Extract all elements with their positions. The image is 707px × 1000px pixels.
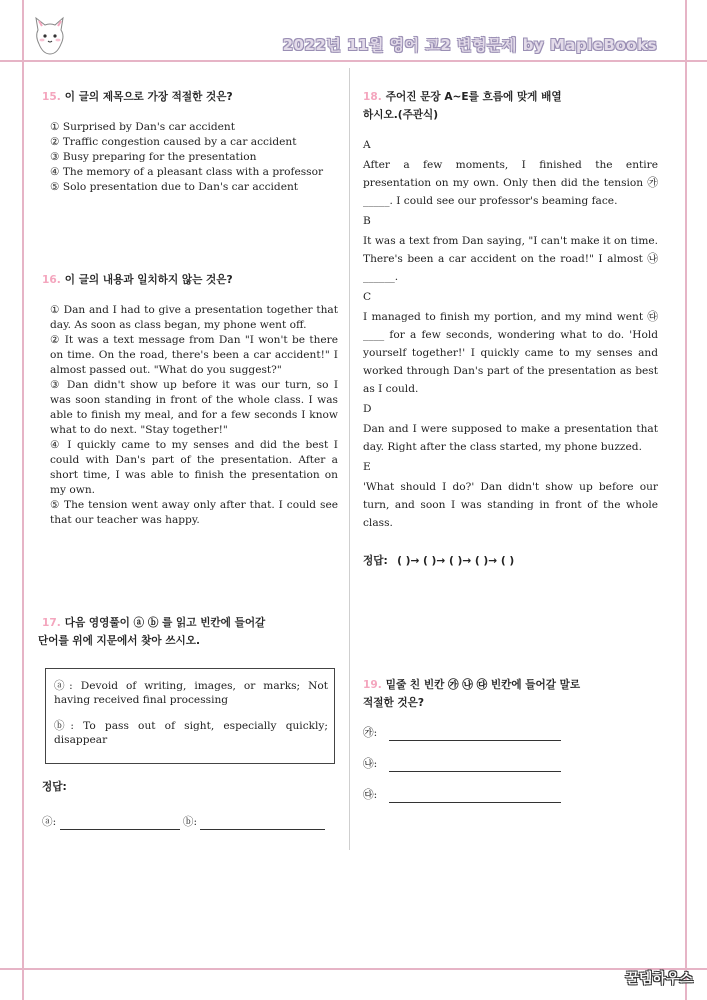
question-17-title [42,614,338,632]
question-15-choices [50,120,338,195]
choice-5[interactable]: ⑤ The tension went away only after that. I could see that our teacher was happy. [50,499,338,526]
question-15 [42,88,338,195]
paragraph-b-letter: B [363,215,371,227]
order-answer-slots[interactable]: ( )→ ( )→ ( )→ ( )→ ( ) [397,555,515,567]
header-title: 2022년 11월 영어 고2 변형문제 by MapleBooks [282,36,657,54]
cat-icon [30,14,70,58]
blank-2-label: ㉯: [363,758,378,770]
question-17-number: 17. [42,617,61,629]
paragraph-e-text: 'What should I do?' Dan didn't show up before our turn, and soon I was standing in front of the whole class. [363,481,658,529]
blank-1-label: ㉮: [363,727,378,739]
paragraph-e-letter: E [363,461,371,473]
frame-left-line [22,0,24,1000]
frame-bottom-line [0,968,707,970]
blank-2-input[interactable] [389,759,561,772]
choice-1[interactable]: ① Dan and I had to give a presentation together that day. As soon as class began, my phone went off. [50,304,338,331]
question-17-text-line2: 단어를 위에 지문에서 찾아 쓰시오. [38,635,201,647]
question-18-title [363,88,658,106]
question-19-text-line1: 밑줄 친 빈칸 ㉮ ㉯ ㉰ 빈칸에 들어갈 말로 [385,679,581,691]
blank-a-label: ⓐ: [42,816,57,828]
choice-3[interactable]: ③ Dan didn't show up before it was our turn, so I was soon standing in front of the whole class. I was able to finish my meal, and for a few seconds I know what to do next. "Stay together!" [50,379,338,436]
choice-1[interactable]: ① Surprised by Dan's car accident [50,121,235,133]
definition-a: ⓐ: Devoid of writing, images, or marks; Not having received final processing [54,680,328,706]
question-19 [363,676,658,803]
blank-3-label: ㉰: [363,789,378,801]
question-16-number: 16. [42,274,61,286]
paragraph-a-letter: A [363,139,371,151]
choice-5[interactable]: ⑤ Solo presentation due to Dan's car accident [50,181,299,193]
question-17 [38,614,338,650]
blank-3 [363,788,658,803]
question-18 [363,88,658,569]
question-16-title [42,271,338,289]
question-17-answer-blanks [42,815,342,830]
blank-a-input[interactable] [60,817,180,830]
question-19-title [363,676,658,694]
question-17-answer-label: 정답: [42,781,67,793]
question-18-text-line1: 주어진 문장 A~E를 흐름에 맞게 배열 [385,91,562,103]
choice-2[interactable]: ② Traffic congestion caused by a car accident [50,136,297,148]
paragraph-d-text: Dan and I were supposed to make a presentation that day. Right after the class started, my phone buzzed. [363,423,658,453]
question-15-title [42,88,338,106]
column-divider [349,68,350,850]
choice-3[interactable]: ③ Busy preparing for the presentation [50,151,257,163]
question-16-text: 이 글의 내용과 일치하지 않는 것은? [64,274,233,286]
blank-1 [363,726,658,741]
question-15-text: 이 글의 제목으로 가장 적절한 것은? [64,91,233,103]
choice-2[interactable]: ② It was a text message from Dan "I won't be there on time. On the road, there's been a car accident!" I almost passed out. "What do you suggest?" [50,334,338,376]
paragraph-c-letter: C [363,291,372,303]
blank-b-input[interactable] [200,817,325,830]
question-19-text-line2: 적절한 것은? [363,697,425,709]
question-18-answer [363,554,658,569]
paragraph-c-text: I managed to finish my portion, and my mind went ㉰____ for a few seconds, wondering what to do. 'Hold yourself together!' I quickly came to my senses and worked through Dan's part of the presentation as best as I could. [363,311,658,395]
paragraph-b-text: It was a text from Dan saying, "I can't make it on time. There's been a car accident on the road!" I almost ㉯______. [363,235,658,283]
blank-1-input[interactable] [389,728,561,741]
question-18-number: 18. [363,91,382,103]
question-19-number: 19. [363,679,382,691]
question-17-text-line1: 다음 영영풀이 ⓐ ⓑ 를 읽고 빈칸에 들어갈 [64,617,266,629]
definition-b: ⓑ: To pass out of sight, especially quickly; disappear [54,720,328,746]
question-18-answer-label: 정답: [363,555,388,567]
question-18-text-line2: 하시오.(주관식) [363,109,439,121]
frame-right-line [685,0,687,1000]
frame-top-line [0,60,707,62]
blank-3-input[interactable] [389,790,561,803]
question-16 [42,271,338,528]
definition-box [45,668,335,764]
choice-4[interactable]: ④ I quickly came to my senses and did the best I could with Dan's part of the presentation. After a short time, I was able to finish the presentation on my own. [50,439,338,496]
choice-4[interactable]: ④ The memory of a pleasant class with a professor [50,166,324,178]
question-15-number: 15. [42,91,61,103]
blank-b-label: ⓑ: [182,816,198,828]
paragraph-a-text: After a few moments, I finished the entire presentation on my own. Only then did the tension ㉮_____. I could see our professor's beaming face. [363,159,658,207]
question-16-choices [50,303,338,528]
paragraph-d-letter: D [363,403,372,415]
blank-2 [363,757,658,772]
question-18-passage [363,136,658,532]
footer-brand: 꿀템하우스 [625,971,693,987]
